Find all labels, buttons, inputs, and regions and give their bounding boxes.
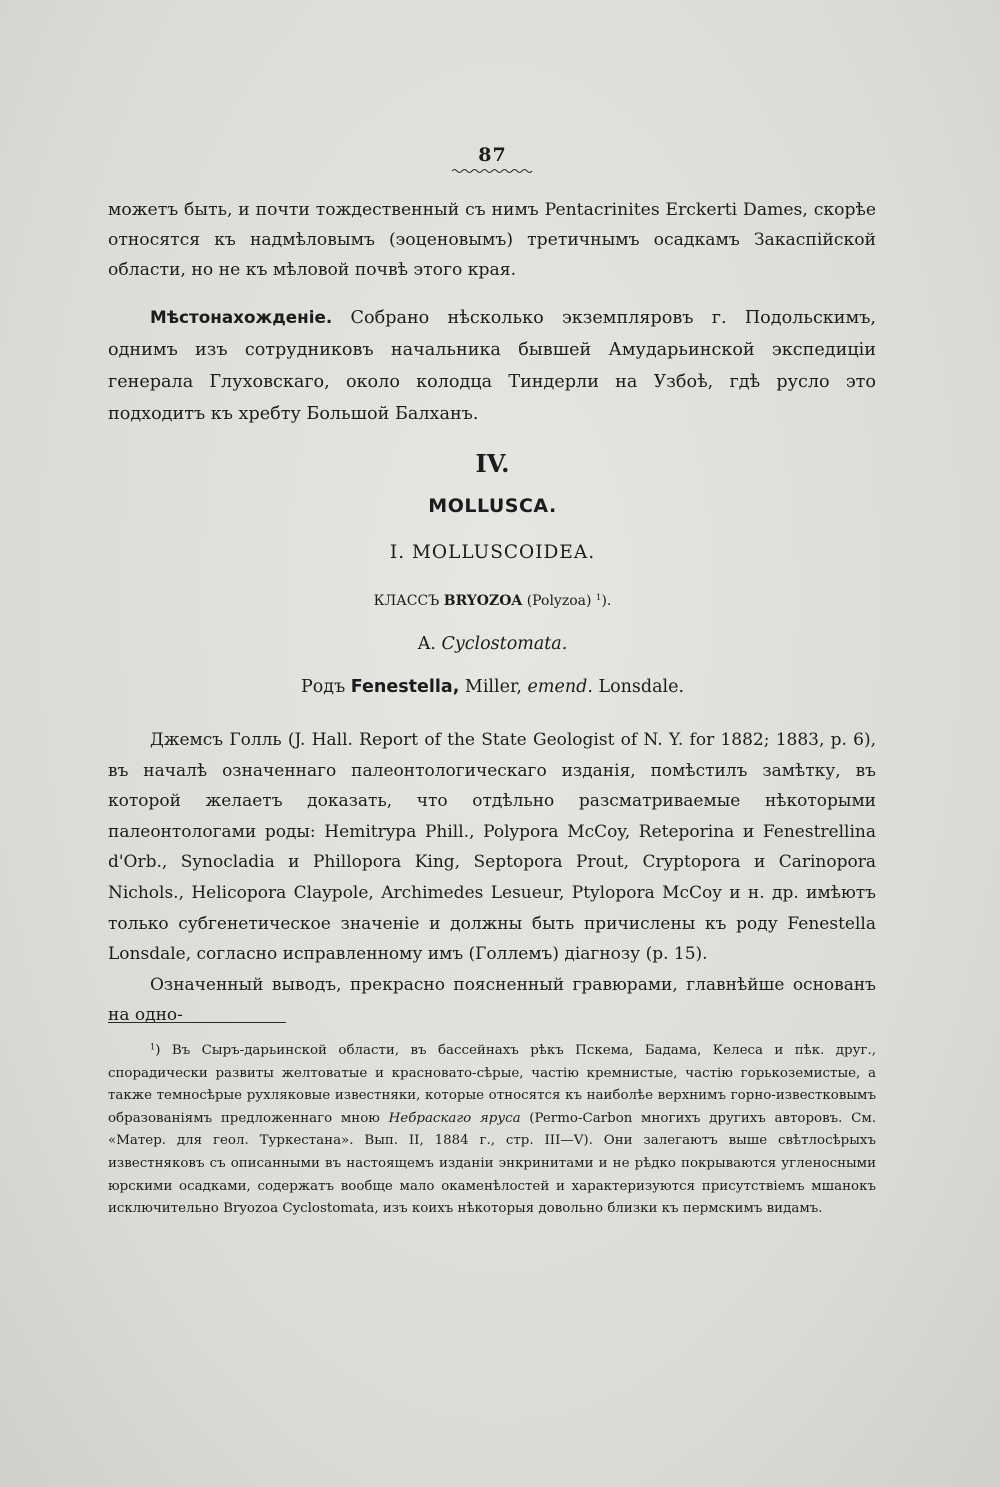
class-heading (0, 593, 985, 609)
genus-suffix: Lonsdale. (592, 677, 685, 697)
locality-heading: Мѣстонахожденіе. (150, 307, 333, 327)
section-number: IV. (475, 449, 510, 478)
intro-text: можетъ быть, и почти тождественный съ нимъ Pentacrinites Erckerti Dames, скорѣе относятся къ надмѣловымъ (эоценовымъ) третичнымъ осадкамъ Закаспійской области, но не къ мѣловой почвѣ этого края. (108, 200, 876, 280)
intro-paragraph (108, 195, 876, 285)
genus-prefix: Родъ (300, 677, 346, 697)
order-prefix: A. (417, 634, 436, 654)
page-number: 87 (478, 144, 507, 166)
order-heading (0, 634, 985, 654)
class-prefix: КЛАССЪ (373, 593, 440, 609)
class-name: BRYOZOA (443, 593, 523, 609)
class-end: . (606, 593, 612, 609)
body-paragraph-2: Означенный выводъ, прекрасно поясненный гравюрами, главнѣйше основанъ на одно- (108, 974, 876, 1026)
locality-paragraph (108, 301, 876, 430)
page-number-ornament (452, 168, 534, 174)
locality-text-block (108, 301, 876, 430)
footnote-separator (108, 1022, 286, 1023)
footnote-text-b: (Permo-Carbon многихъ другихъ авторовъ. См. «Матер. для геол. Туркестана». Вып. II, 1884 г., стр. III—V). Они залегаютъ выше свѣтлосѣрыхъ известняковъ съ описанными въ настоящемъ изданіи энкринитами и не рѣдко покрываются угленосными юрскими осадками, содержатъ вообще мало окаменѣлостей и характеризуются присутствіемъ мшанокъ исключительно Bryozoa Cyclostomata, изъ коихъ нѣкоторыя довольно близки къ пермскимъ видамъ. (108, 1110, 877, 1217)
genus-emend: emend. (521, 677, 593, 697)
footnote-mark: 1 (150, 1041, 156, 1052)
footnote-paragraph (108, 1040, 876, 1221)
footnote-italic: Небраскаго яруса (388, 1110, 521, 1126)
locality-text: Собрано нѣсколько экземпляровъ г. Подольскимъ, однимъ изъ сотрудниковъ начальника бывшей Амударьинской экспедиціи генерала Глуховскаго, около колодца Тиндерли на Узбоѣ, гдѣ русло это подходитъ къ хребту Большой Балханъ. (108, 308, 876, 424)
class-suffix: (Polyzoa) (522, 593, 592, 609)
genus-heading (0, 677, 985, 697)
genus-name: Fenestella, (350, 677, 460, 697)
genus-author: Miller, (459, 677, 522, 697)
footnote (108, 1040, 876, 1221)
subclass-heading: I. MOLLUSCOIDEA. (389, 542, 596, 563)
main-body (108, 725, 876, 1031)
class-close-paren: ) (601, 593, 607, 609)
section-title: MOLLUSCA. (428, 495, 557, 517)
footnote-text-a: ) Въ Сыръ-дарьинской области, въ бассейнахъ рѣкъ Пскема, Бадама, Келеса и пѣк. друг., спорадически развиты желтоватые и красновато-сѣрые, частію кремнистые, частію горькоземистые, а также темносѣрые рухляковые известняки, которые относятся къ наиболѣе верхнимъ горно-известковымъ образованіямъ предложеннаго мною (108, 1043, 876, 1126)
order-name: Cyclostomata. (441, 634, 568, 654)
class-footnote-mark: 1 (595, 593, 602, 604)
body-paragraph-1: Джемсъ Голль (J. Hall. Report of the State Geologist of N. Y. for 1882; 1883, p. 6), въ началѣ означеннаго палеонтологическаго изданія, помѣстилъ замѣтку, въ которой желаетъ доказать, что отдѣльно разсматриваемые нѣкоторыми палеонтологами роды: Hemitrypa Phill., Polypora McCoy, Reteporina и Fenestrellina d'Orb., Synocladia и Phillopora King, Septopora Prout, Cryptopora и Carinopora Nichols., Helicopora Claypole, Archimedes Lesueur, Ptylopora McCoy и н. др. имѣютъ только субгенетическое значеніе и должны быть причислены къ роду Fenestella Lonsdale, согласно исправленному имъ (Голлемъ) діагнозу (p. 15). (108, 730, 876, 965)
